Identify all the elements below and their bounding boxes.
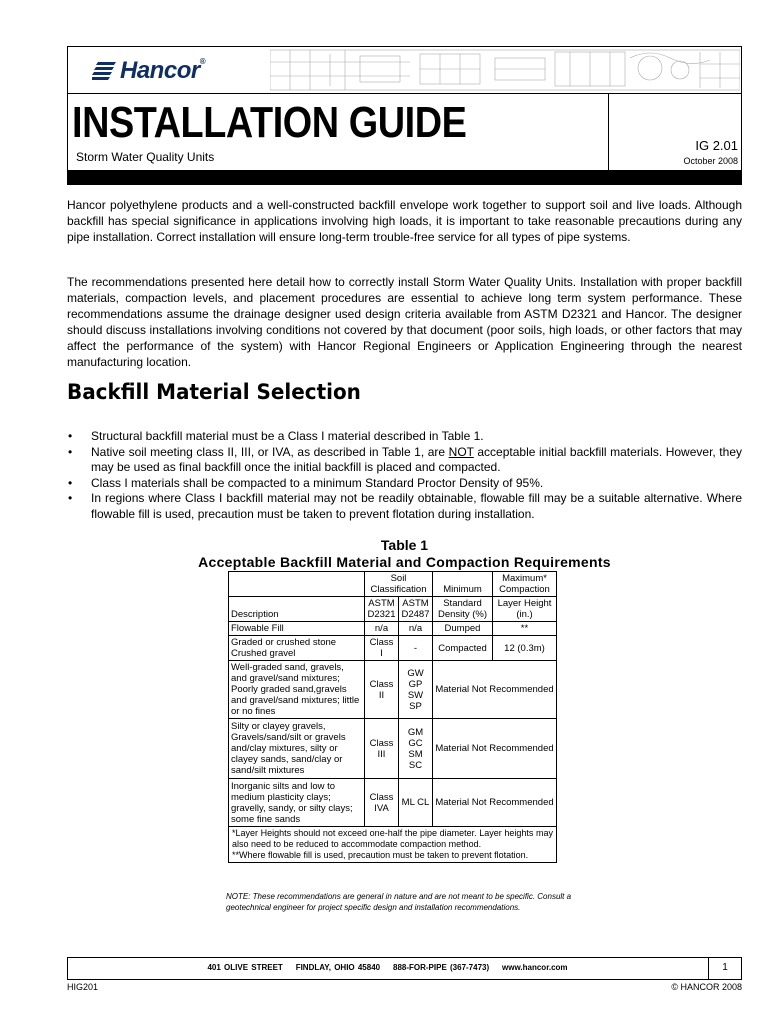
cell-recommendation: Material Not Recommended: [433, 661, 557, 719]
recommendations-paragraph: The recommendations presented here detail how to correctly install Storm Water Quality Units. Installation with proper backfill materials, compaction levels, and placement procedures are essential to achieve long term system performance. These recommendations assume the drainage designer used design criteria available from ASTM D2321 and Hancor. The designer should discuss installations involving conditions not covered by that document (poor soils, high loads, or other factors that may affect the performance of the system) with Hancor Regional Engineers or Application Engineering through the nearest manufacturing location.: [67, 275, 742, 369]
cell-d2321: Class III: [365, 719, 399, 779]
footnote-flowable-fill: **Where flowable fill is used, precaution must be taken to prevent flotation.: [232, 850, 529, 860]
cell-recommendation: Material Not Recommended: [433, 779, 557, 827]
table-header-row: [229, 597, 557, 622]
cell-d2321: Class II: [365, 661, 399, 719]
header-layer-height: Layer Height (in.): [493, 597, 557, 622]
header-astm-d2487: ASTM D2487: [399, 597, 433, 622]
cell-description: Inorganic silts and low to medium plasticity clays; gravelly, sandy, or silty clays; some fine sands: [229, 779, 365, 827]
hancor-logo: Hancor®: [120, 57, 206, 84]
cell-description: Well-graded sand, gravels, and gravel/sand mixtures; Poorly graded sand,gravels and gravel/sand mixtures; little or no fines: [229, 661, 365, 719]
cell-d2487: ML CL: [399, 779, 433, 827]
table-number: Table 1: [380, 537, 429, 553]
table-row: [229, 622, 557, 636]
header-soil-classification: Soil Classification: [365, 572, 433, 597]
bullet-list: [67, 429, 742, 522]
section-title: Backfill Material Selection: [67, 380, 361, 404]
intro-paragraph: Hancor polyethylene products and a well-constructed backfill envelope work together to support soil and live loads. Although backfill has special significance in applications involving high loads, it is important to take reasonable precautions during any pipe installation. Correct installation will ensure long-term trouble-free service for all types of pipe systems.: [67, 198, 742, 244]
hancor-logo-mark: [92, 60, 118, 82]
cell-density: Dumped: [433, 622, 493, 636]
header-bar: [67, 170, 742, 185]
cell-d2321: Class IVA: [365, 779, 399, 827]
cell-d2487: GW GP SW SP: [399, 661, 433, 719]
header-density: Standard Density (%): [433, 597, 493, 622]
header-description: Description: [229, 597, 365, 622]
list-item: • Native soil meeting class II, III, or IVA, as described in Table 1, are NOT acceptable initial backfill materials. However, they may be used as final backfill once the initial backfill is placed and compacted.: [68, 444, 742, 474]
header-minimum: Minimum: [433, 572, 493, 597]
cell-description: Graded or crushed stone Crushed gravel: [229, 636, 365, 661]
doc-code: HIG201: [67, 982, 99, 992]
backfill-table: [228, 571, 557, 863]
footer-address: 401 OLIVE STREET FINDLAY, OHIO 45840 888-FOR-PIPE (367-7473) www.hancor.com: [207, 963, 568, 972]
cell-density: Compacted: [433, 636, 493, 661]
cell-layer-height: **: [493, 622, 557, 636]
footnote-layer-height: *Layer Heights should not exceed one-half the pipe diameter. Layer heights may also need to be reduced to accommodate compaction method.: [232, 828, 553, 849]
cell-d2487: -: [399, 636, 433, 661]
doc-date: October 2008: [683, 156, 738, 166]
table-header-row: [229, 572, 557, 597]
header-astm-d2321: ASTM D2321: [365, 597, 399, 622]
cell-d2487: GM GC SM SC: [399, 719, 433, 779]
list-item: • Structural backfill material must be a Class I material described in Table 1.: [68, 429, 484, 443]
doc-number: IG 2.01: [695, 138, 738, 153]
bullet-icon: •: [68, 429, 73, 443]
table-note: NOTE: These recommendations are general in nature and are not meant to be specific. Consult a geotechnical engineer for project specific design and installation recommendations.: [226, 892, 572, 912]
copyright: © HANCOR 2008: [671, 982, 742, 992]
cell-d2321: n/a: [365, 622, 399, 636]
table-caption: Acceptable Backfill Material and Compaction Requirements: [198, 554, 611, 570]
page-number: 1: [722, 962, 728, 973]
cell-layer-height: 12 (0.3m): [493, 636, 557, 661]
page-subtitle: Storm Water Quality Units: [76, 150, 215, 164]
page-title: INSTALLATION GUIDE: [72, 98, 467, 147]
cell-d2487: n/a: [399, 622, 433, 636]
table-footnote-row: [229, 827, 557, 863]
cell-description: Flowable Fill: [229, 622, 365, 636]
table-row: [229, 719, 557, 779]
bullet-icon: •: [68, 475, 73, 490]
table-footnotes: [229, 827, 557, 863]
header-max-compaction: Maximum* Compaction: [493, 572, 557, 597]
table-row: [229, 779, 557, 827]
bullet-icon: •: [68, 491, 73, 505]
cell-description: Silty or clayey gravels, Gravels/sand/silt or gravels and/clay mixtures, silty or clayey sands, sand/clay or sand/silt mixtures: [229, 719, 365, 779]
list-item: • In regions where Class I backfill material may not be readily obtainable, flowable fill may be a suitable alternative. Where flowable fill is used, precaution must be taken to prevent flotation during installation.: [68, 491, 742, 521]
cell-d2321: Class I: [365, 636, 399, 661]
list-item: • Class I materials shall be compacted to a minimum Standard Proctor Density of 95%.: [68, 475, 544, 490]
cell-recommendation: Material Not Recommended: [433, 719, 557, 779]
technical-drawing-banner: [270, 48, 740, 92]
table-row: [229, 636, 557, 661]
table-row: [229, 661, 557, 719]
bullet-icon: •: [68, 444, 73, 459]
